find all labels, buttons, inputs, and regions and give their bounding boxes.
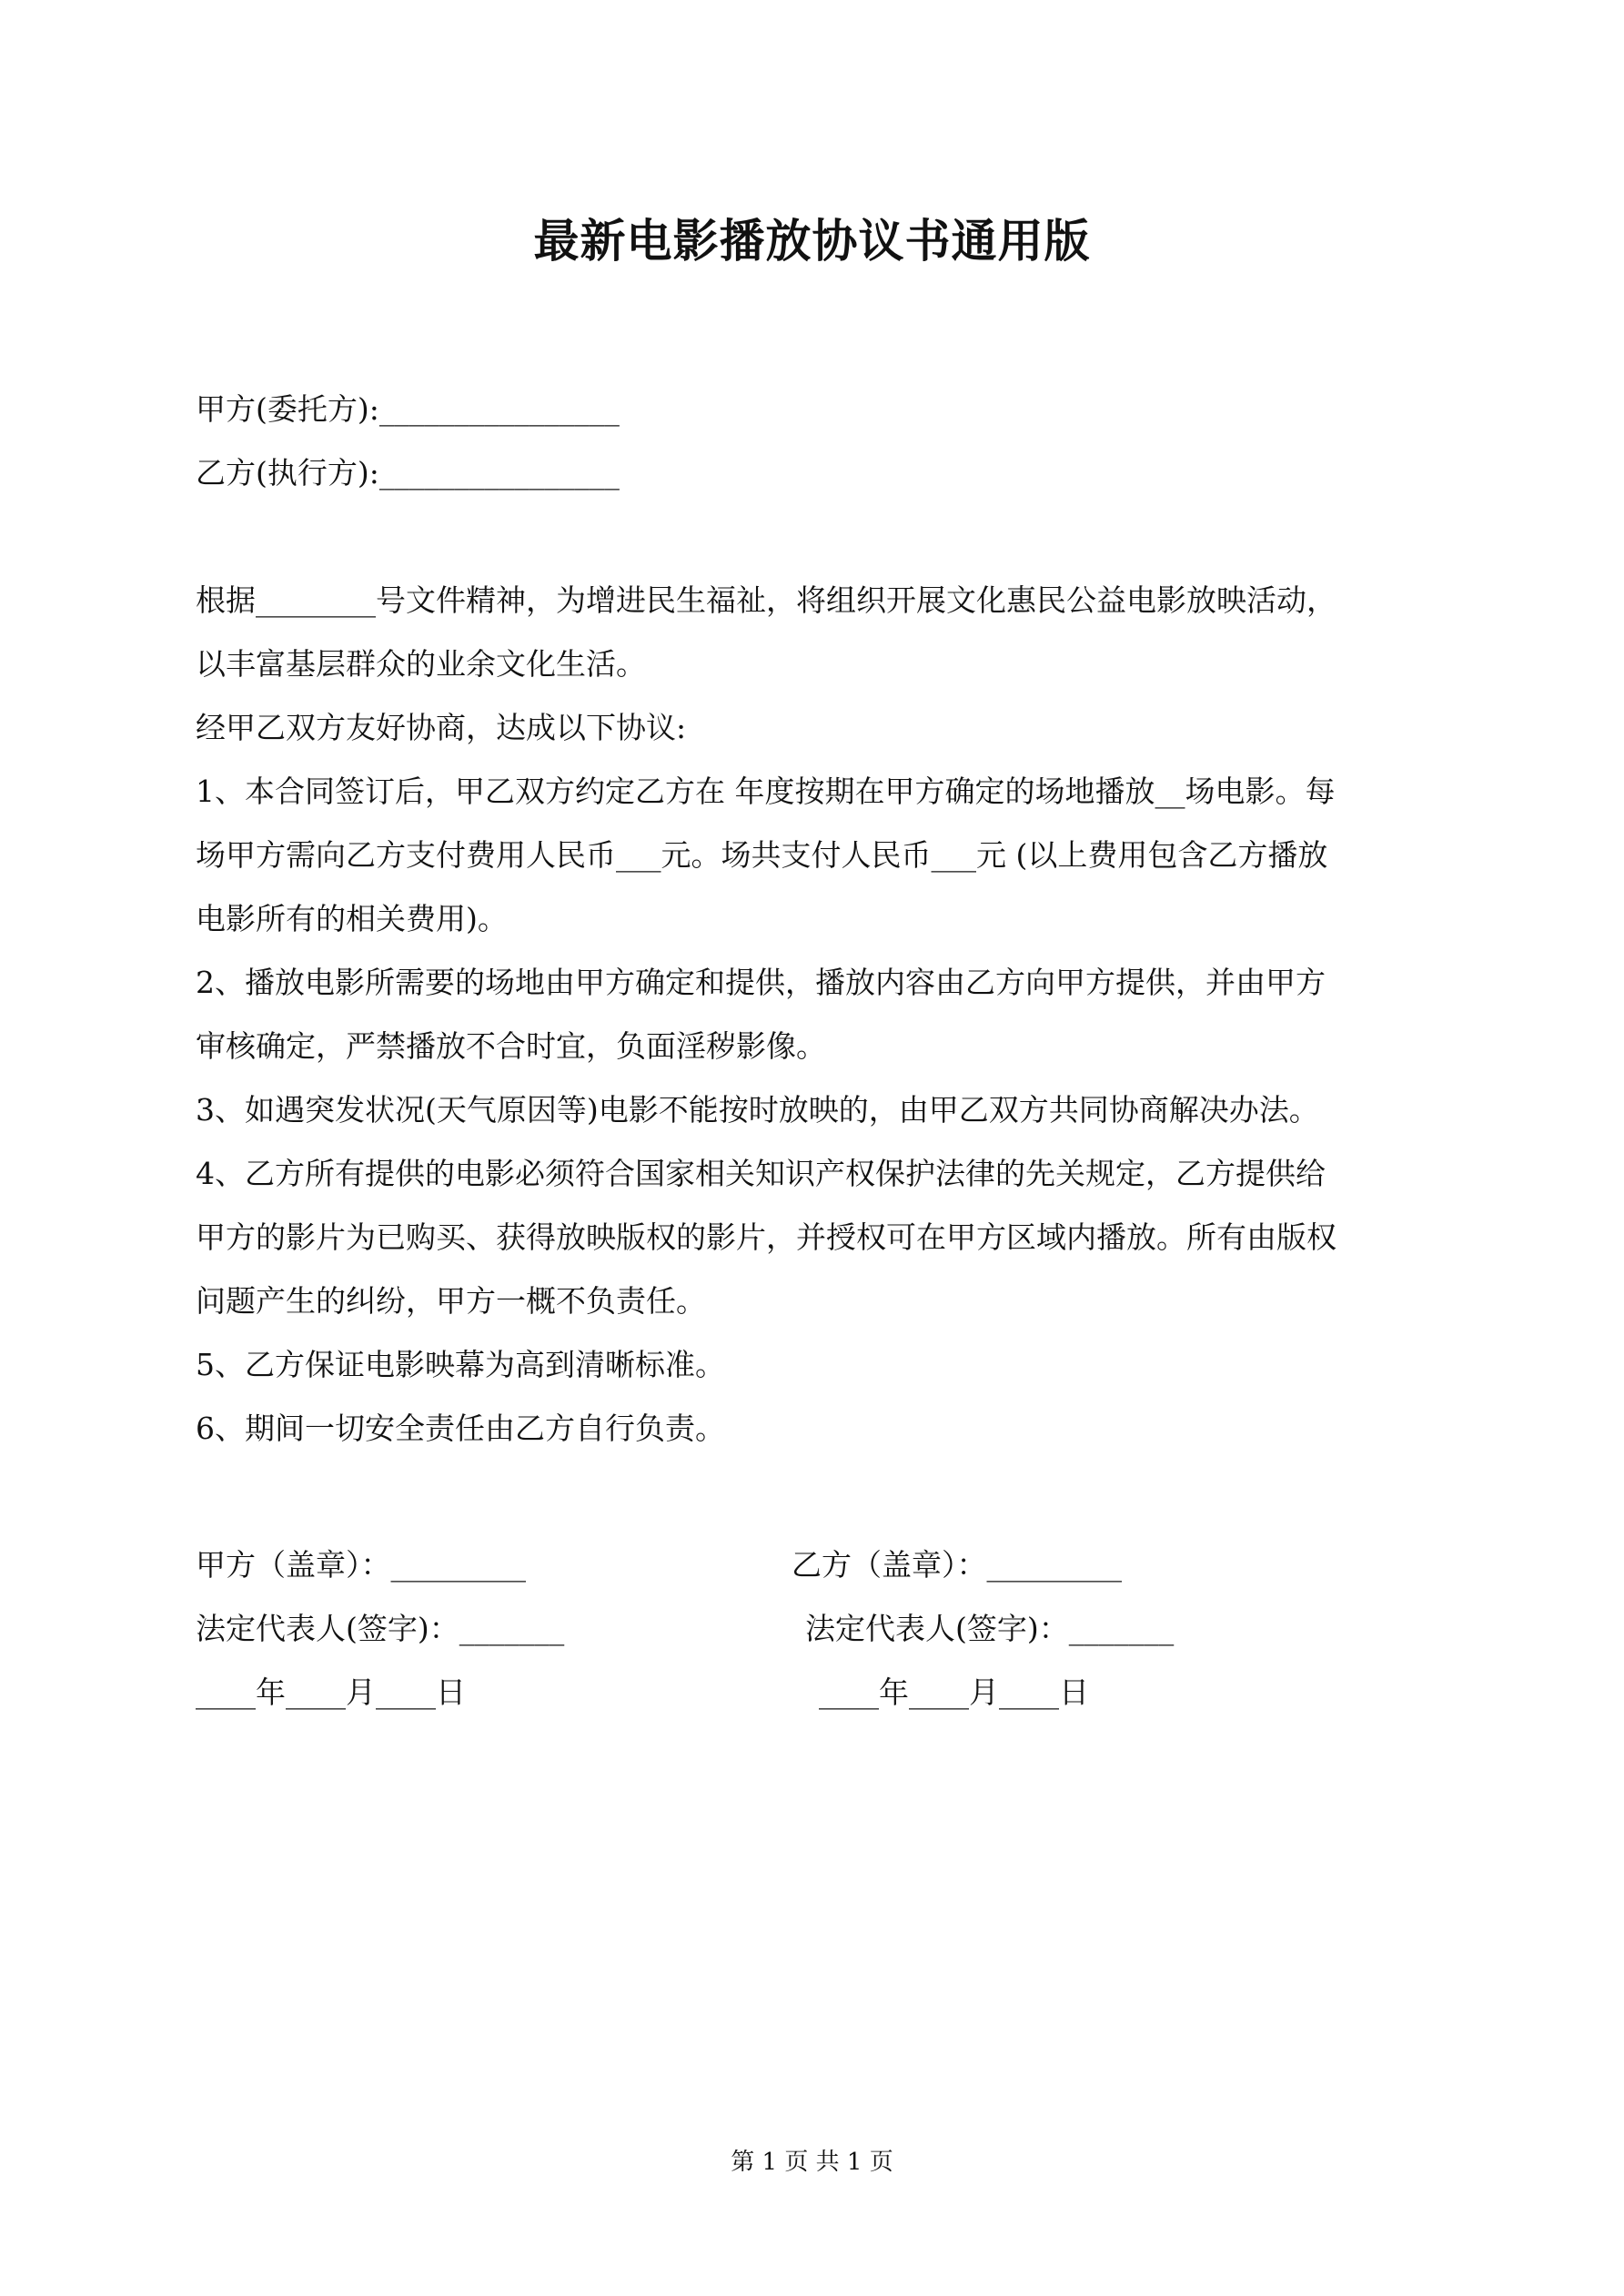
page-footer: 第 1 页 共 1 页 <box>731 2149 893 2176</box>
party-b-representative: 法定代表人(签字)：_______ <box>805 1611 1175 1646</box>
clause-1-line: 1、本合同签订后，甲乙双方约定乙方在 年度按期在甲方确定的场地播放__场电影。每 <box>196 774 1336 809</box>
clause-3-line: 3、如遇突发状况(天气原因等)电影不能按时放映的，由甲乙双方共同协商解决办法。 <box>196 1092 1319 1128</box>
clause-2-line: 2、播放电影所需要的场地由甲方确定和提供，播放内容由乙方向甲方提供，并由甲方 <box>196 965 1326 1000</box>
party-a-representative: 法定代表人(签字)：_______ <box>196 1611 565 1646</box>
body-line: 根据________号文件精神，为增进民生福祉，将组织开展文化惠民公益电影放映活动， <box>196 582 1337 618</box>
clause-1-line: 场甲方需向乙方支付费用人民币___元。场共支付人民币___元 (以上费用包含乙方播放 <box>196 837 1328 873</box>
party-a-line: 甲方(委托方):________________ <box>196 391 620 427</box>
body-line: 以丰富基层群众的业余文化生活。 <box>196 646 646 682</box>
clause-4-line: 4、乙方所有提供的电影必须符合国家相关知识产权保护法律的先关规定，乙方提供给 <box>196 1156 1326 1191</box>
body-line: 经甲乙双方友好协商，达成以下协议: <box>196 710 687 745</box>
clause-4-line: 甲方的影片为已购买、获得放映版权的影片，并授权可在甲方区域内播放。所有由版权 <box>196 1219 1337 1255</box>
party-a-seal: 甲方（盖章）：_________ <box>196 1547 526 1583</box>
clause-5-line: 5、乙方保证电影映幕为高到清晰标准。 <box>196 1347 725 1382</box>
party-b-seal: 乙方（盖章）：_________ <box>792 1547 1122 1583</box>
clause-4-line: 问题产生的纠纷，甲方一概不负责任。 <box>196 1283 706 1319</box>
party-a-date: ____年____月____日 <box>196 1674 466 1710</box>
party-b-line: 乙方(执行方):________________ <box>196 455 620 491</box>
clause-6-line: 6、期间一切安全责任由乙方自行负责。 <box>196 1411 725 1446</box>
clause-2-line: 审核确定，严禁播放不合时宜，负面淫秽影像。 <box>196 1028 826 1064</box>
document-title: 最新电影播放协议书通用版 <box>533 214 1091 268</box>
clause-1-line: 电影所有的相关费用)。 <box>196 901 508 936</box>
party-b-date: ____年____月____日 <box>819 1674 1089 1710</box>
